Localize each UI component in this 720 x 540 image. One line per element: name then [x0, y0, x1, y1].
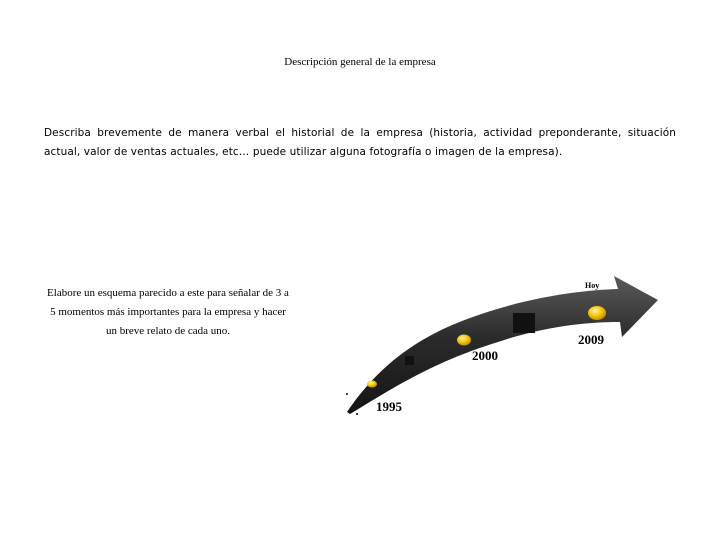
timeline-arrow [347, 276, 658, 414]
page-title: Descripción general de la empresa [284, 56, 436, 68]
year-label-1995: 1995 [376, 399, 402, 414]
instruction-text: Elabore un esquema parecido a este para señalar de 3 a 5 momentos más importantes para la empresa y hacer un breve relato de cada uno. [47, 287, 289, 337]
year-label-2000: 2000 [472, 348, 498, 363]
today-label: Hoy [585, 281, 600, 290]
milestone-square [513, 313, 535, 333]
milestone-1995-marker [367, 381, 377, 388]
milestone-2009-marker [588, 306, 606, 320]
milestone-small-square [405, 356, 414, 365]
milestone-2000-marker [457, 335, 471, 346]
year-label-2009: 2009 [578, 332, 604, 347]
intro-paragraph: Describa brevemente de manera verbal el historial de la empresa (historia, actividad preponderante, situación actual, valor de ventas actuales, etc… puede utilizar alguna fotografía o imagen de la empresa). [44, 127, 676, 158]
tail-tick [356, 413, 358, 415]
tail-tick [346, 393, 348, 395]
